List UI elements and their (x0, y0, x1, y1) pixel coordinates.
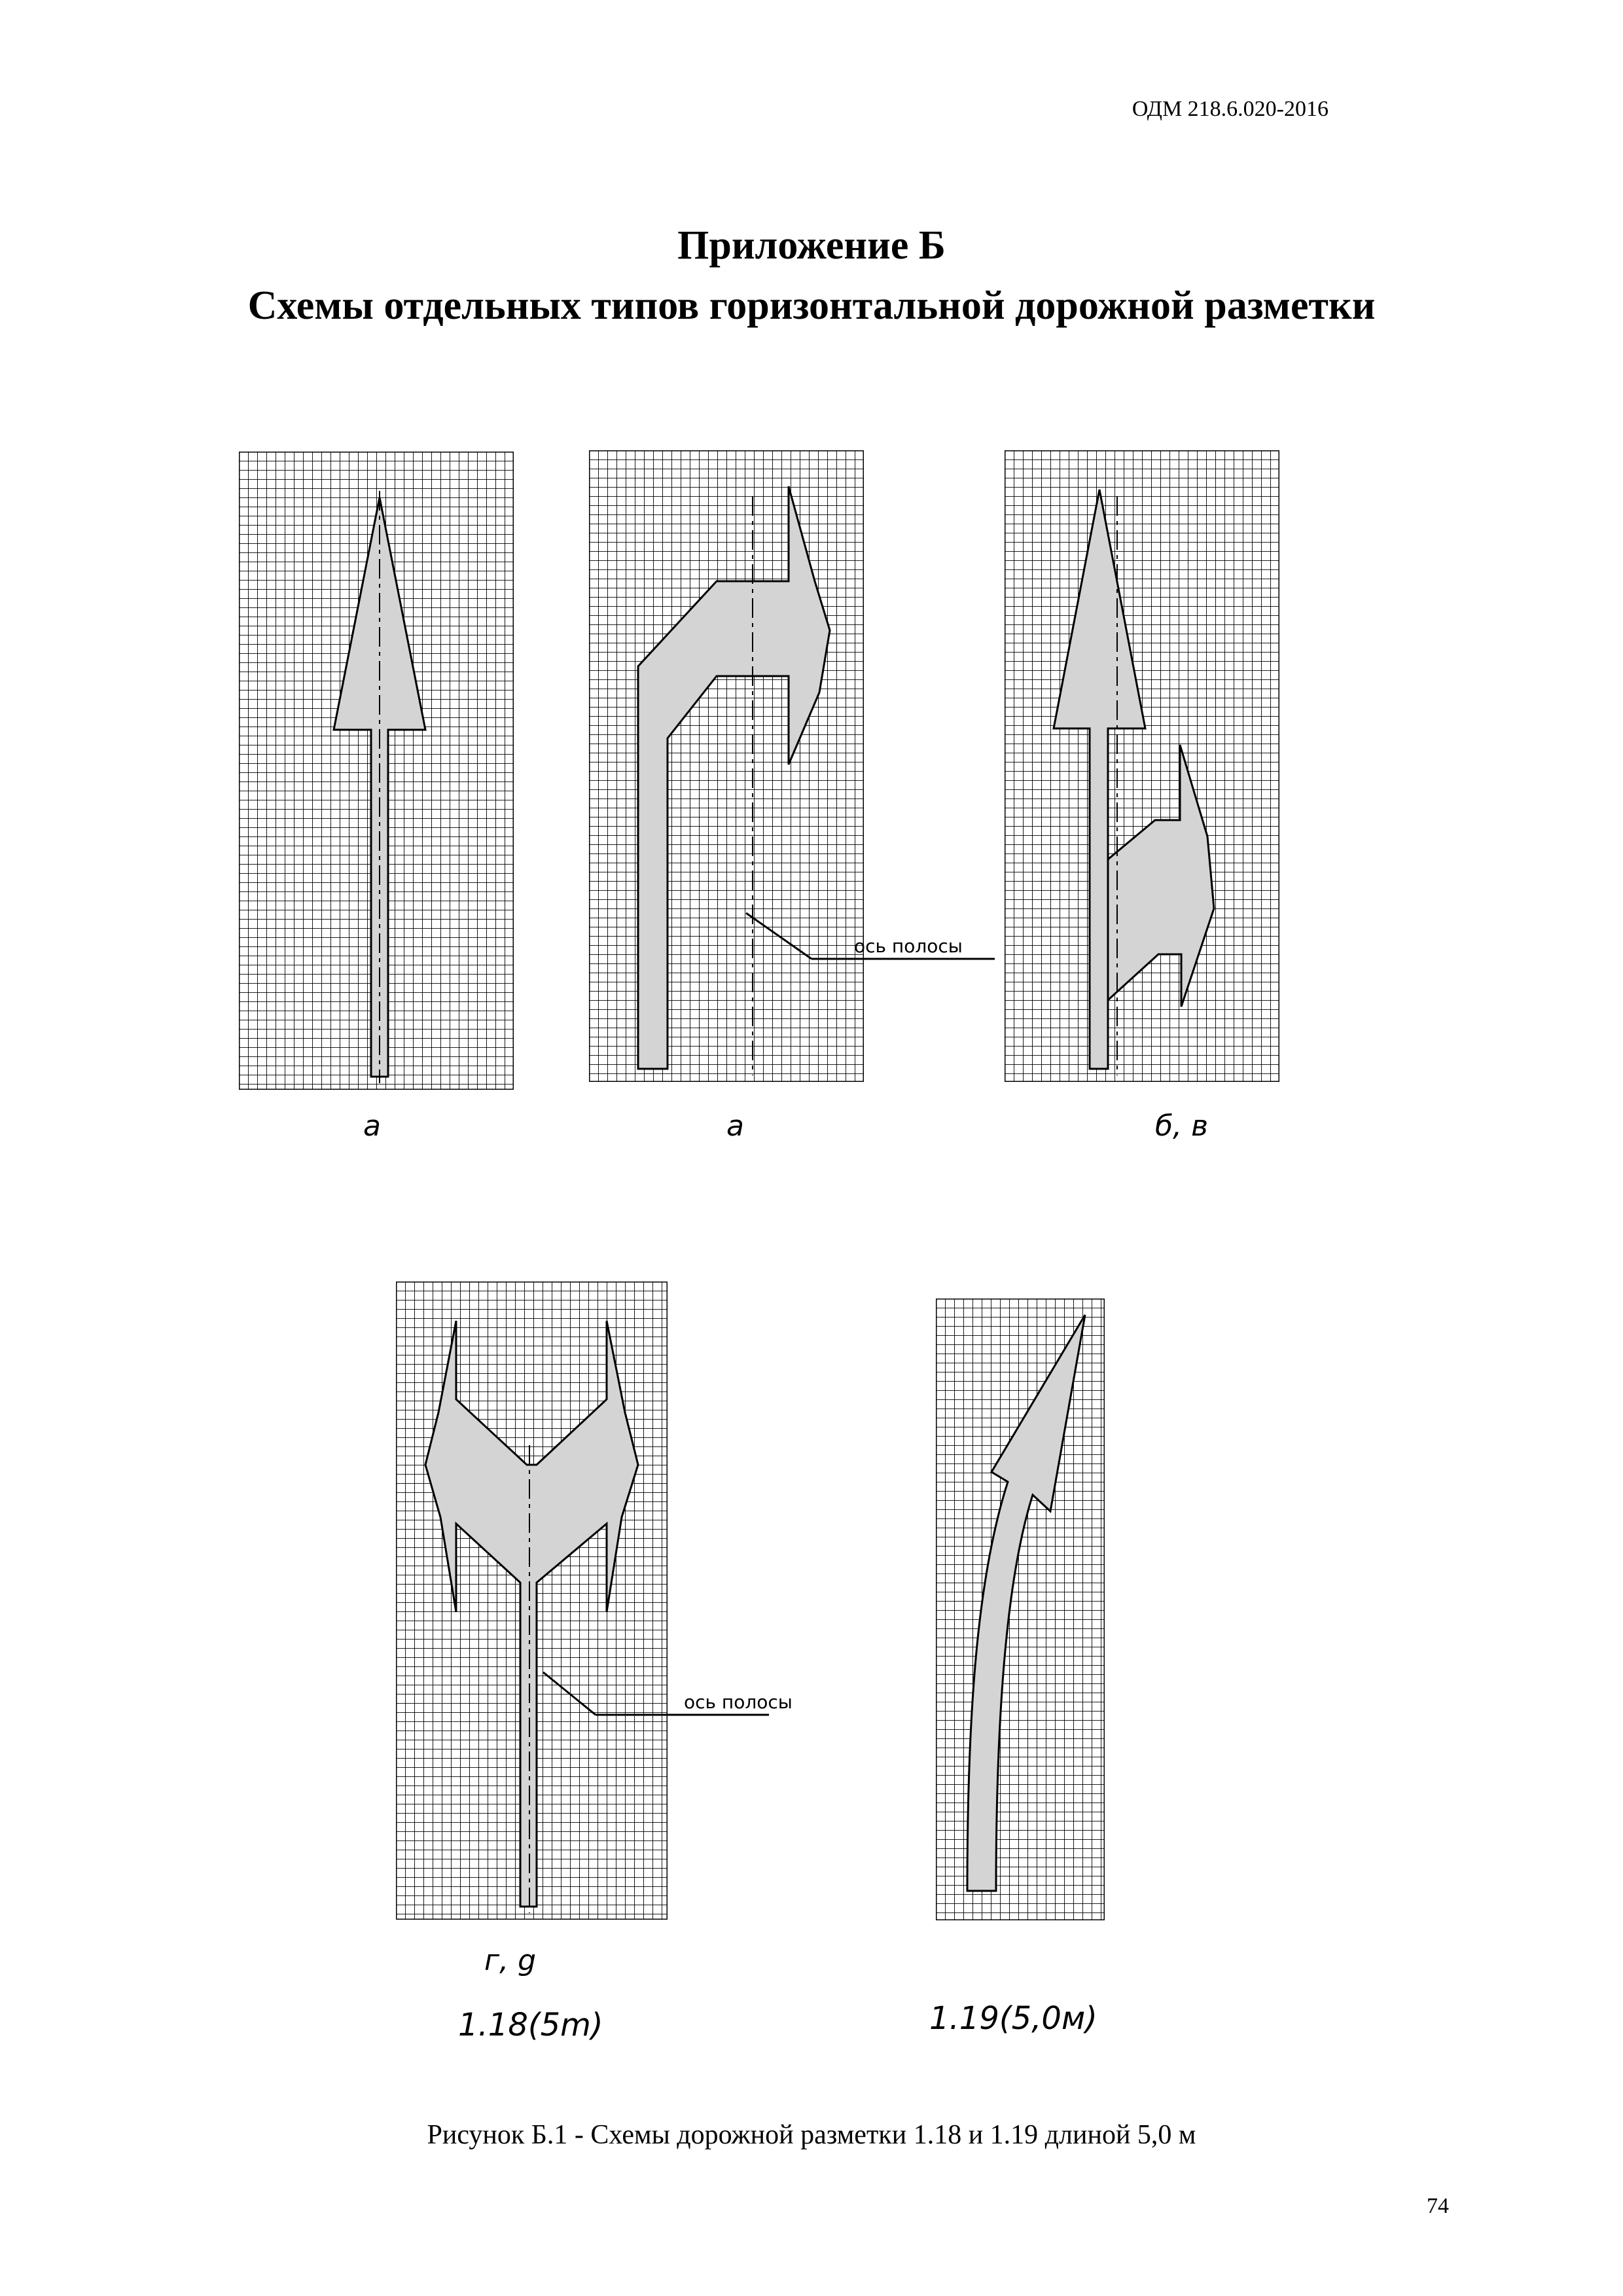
lane-axis-label: ось полосы (854, 935, 963, 957)
label-a-2: a (726, 1109, 744, 1143)
straight-and-right-arrow-diagram (1005, 450, 1279, 1082)
label-b-v: б, в (1155, 1109, 1209, 1143)
marking-code-119: 1.19(5,0м) (929, 2000, 1097, 2037)
document-code: ОДМ 218.6.020-2016 (1132, 97, 1329, 121)
label-a-1: a (363, 1109, 381, 1143)
lane-axis-callout-2 (533, 1662, 808, 1741)
bottom-row-labels (0, 1937, 1623, 2055)
page-number: 74 (1427, 2194, 1449, 2218)
top-row-labels (0, 1100, 1623, 1158)
straight-arrow-diagram (239, 452, 514, 1090)
lane-axis-callout (733, 900, 1008, 978)
marking-code-118: 1.18(5m) (458, 2007, 603, 2043)
right-turn-arrow-diagram (589, 450, 864, 1082)
lane-change-arrow-diagram (936, 1299, 1105, 1920)
lane-axis-label-2: ось полосы (684, 1691, 793, 1713)
appendix-title: Приложение Б (677, 223, 946, 268)
figure-caption: Рисунок Б.1 - Схемы дорожной разметки 1.18 и 1.19 длиной 5,0 м (427, 2120, 1196, 2150)
left-right-arrow-diagram (396, 1282, 668, 1920)
label-g-d: г, g (484, 1944, 537, 1977)
appendix-subtitle: Схемы отдельных типов горизонтальной дорожной разметки (247, 283, 1376, 328)
